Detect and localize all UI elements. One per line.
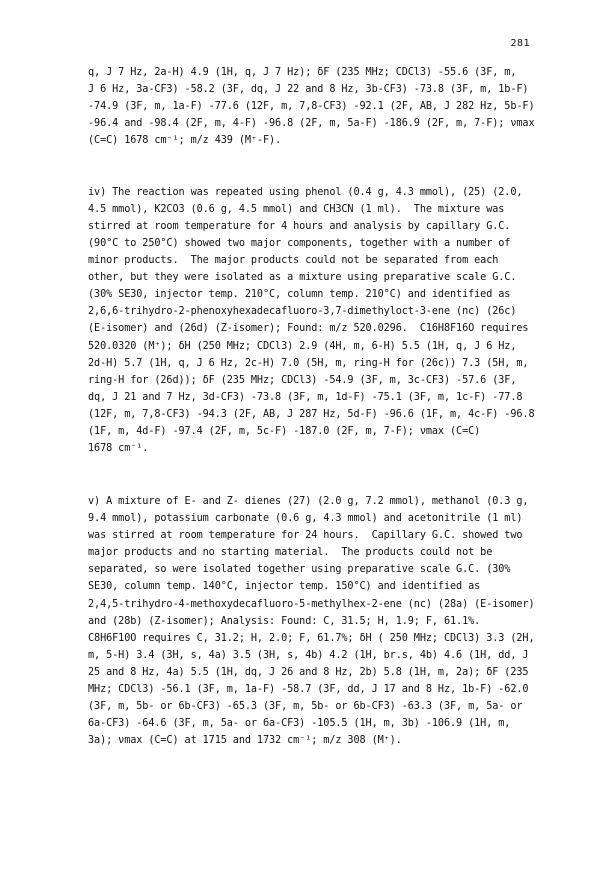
text-line: (3F, m, 5b- or 6b-CF3) -65.3 (3F, m, 5b- or 6b-CF3) -63.3 (3F, m, 5a- or	[88, 701, 523, 713]
text-line: q, J 7 Hz, 2a-H) 4.9 (1H, q, J 7 Hz); δF (235 MHz; CDCl3) -55.6 (3F, m,	[88, 67, 517, 78]
text-line: iv) The reaction was repeated using phenol (0.4 g, 4.3 mmol), (25) (2.0,	[88, 186, 523, 198]
experimental-paragraph-iv	[88, 64, 558, 457]
text-line: 2d-H) 5.7 (1H, q, J 6 Hz, 2c-H) 7.0 (5H, m, ring-H for (26c)) 7.3 (5H, m,	[88, 357, 529, 369]
text-line: 520.0320 (M⁺); δH (250 MHz; CDCl3) 2.9 (4H, m, 6-H) 5.5 (1H, q, J 6 Hz,	[88, 340, 517, 352]
text-line: 6a-CF3) -64.6 (3F, m, 5a- or 6a-CF3) -105.5 (1H, m, 3b) -106.9 (1H, m,	[88, 718, 511, 730]
text-line: 9.4 mmol), potassium carbonate (0.6 g, 4.3 mmol) and acetonitrile (1 ml)	[88, 513, 523, 525]
text-line: other, but they were isolated as a mixture using preparative scale G.C.	[88, 272, 517, 284]
text-line: (1F, m, 4d-F) -97.4 (2F, m, 5c-F) -187.0 (2F, m, 7-F); νmax (C=C)	[88, 425, 481, 437]
page-number: 281	[510, 38, 530, 49]
text-line: ring-H for (26d)); δF (235 MHz; CDCl3) -54.9 (3F, m, 3c-CF3) -57.6 (3F,	[88, 374, 517, 386]
text-line: 1678 cm⁻¹.	[88, 443, 149, 455]
text-line: (90°C to 250°C) showed two major components, together with a number of	[88, 237, 511, 249]
text-line: (E-isomer) and (26d) (Z-isomer); Found: m/z 520.0296. C16H8F16O requires	[88, 323, 529, 335]
text-line: (12F, m, 7,8-CF3) -94.3 (2F, AB, J 287 Hz, 5d-F) -96.6 (1F, m, 4c-F) -96.8	[88, 408, 535, 420]
text-line: 3a); νmax (C=C) at 1715 and 1732 cm⁻¹; m/z 308 (M⁺).	[88, 735, 402, 747]
text-line: minor products. The major products could not be separated from each	[88, 255, 499, 267]
text-line: 2,6,6-trihydro-2-phenoxyhexadecafluoro-3,7-dimethyloct-3-ene (nc) (26c)	[88, 306, 517, 318]
text-line: SE30, column temp. 140°C, injector temp. 150°C) and identified as	[88, 581, 481, 593]
text-line: C8H6F10O requires C, 31.2; H, 2.0; F, 61.7%; δH ( 250 MHz; CDCl3) 3.3 (2H,	[88, 632, 535, 644]
text-line: 25 and 8 Hz, 4a) 5.5 (1H, dq, J 26 and 8 Hz, 2b) 5.8 (1H, m, 2a); δF (235	[88, 666, 529, 678]
text-line: J 6 Hz, 3a-CF3) -58.2 (3F, dq, J 22 and 8 Hz, 3b-CF3) -73.8 (3F, m, 1b-F)	[88, 84, 529, 96]
text-line: 4.5 mmol), K2CO3 (0.6 g, 4.5 mmol) and CH3CN (1 ml). The mixture was	[88, 203, 505, 215]
text-line: (C=C) 1678 cm⁻¹; m/z 439 (M⁺-F).	[88, 135, 282, 147]
text-line: MHz; CDCl3) -56.1 (3F, m, 1a-F) -58.7 (3F, dd, J 17 and 8 Hz, 1b-F) -62.0	[88, 684, 529, 696]
text-line: was stirred at room temperature for 24 hours. Capillary G.C. showed two	[88, 530, 523, 542]
text-line: major products and no starting material. The products could not be	[88, 547, 493, 559]
text-line: (30% SE30, injector temp. 210°C, column temp. 210°C) and identified as	[88, 289, 511, 301]
text-line: stirred at room temperature for 4 hours and analysis by capillary G.C.	[88, 220, 511, 232]
experimental-paragraph-v	[88, 493, 558, 749]
text-line: and (28b) (Z-isomer); Analysis: Found: C, 31.5; H, 1.9; F, 61.1%.	[88, 615, 481, 627]
text-line: m, 5-H) 3.4 (3H, s, 4a) 3.5 (3H, s, 4b) 4.2 (1H, br.s, 4b) 4.6 (1H, dd, J	[88, 649, 529, 661]
text-line: separated, so were isolated together using preparative scale G.C. (30%	[88, 564, 511, 576]
text-line: -74.9 (3F, m, 1a-F) -77.6 (12F, m, 7,8-CF3) -92.1 (2F, AB, J 282 Hz, 5b-F)	[88, 101, 535, 113]
text-line: -96.4 and -98.4 (2F, m, 4-F) -96.8 (2F, m, 5a-F) -186.9 (2F, m, 7-F); νmax	[88, 118, 535, 130]
text-line: v) A mixture of E- and Z- dienes (27) (2.0 g, 7.2 mmol), methanol (0.3 g,	[88, 496, 529, 507]
text-line: dq, J 21 and 7 Hz, 3d-CF3) -73.8 (3F, m, 1d-F) -75.1 (3F, m, 1c-F) -77.8	[88, 391, 523, 403]
blank-line	[88, 167, 558, 184]
text-line: 2,4,5-trihydro-4-methoxydecafluoro-5-methylhex-2-ene (nc) (28a) (E-isomer)	[88, 598, 535, 610]
blank-line	[88, 149, 558, 166]
